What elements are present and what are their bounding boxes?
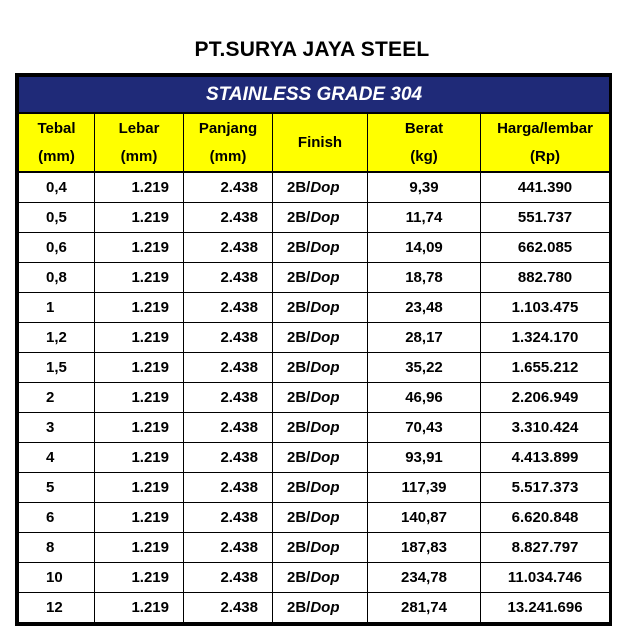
header-unit: (mm) <box>38 147 75 165</box>
finish-grade: 2B/ <box>287 598 311 616</box>
column-header-panjang <box>184 113 273 172</box>
cell-harga: 13.241.696 <box>481 592 610 622</box>
cell-harga: 1.103.475 <box>481 292 610 322</box>
table-row <box>19 382 610 412</box>
cell-panjang: 2.438 <box>184 382 273 412</box>
cell-tebal: 2 <box>19 382 95 412</box>
finish-grade: 2B/ <box>287 448 311 466</box>
header-line: Finish <box>297 133 343 151</box>
cell-tebal: 4 <box>19 442 95 472</box>
table-row <box>19 203 610 233</box>
cell-lebar: 1.219 <box>95 352 184 382</box>
finish-grade: 2B/ <box>287 238 311 256</box>
cell-lebar: 1.219 <box>95 442 184 472</box>
finish-type: Dop <box>310 478 340 496</box>
cell-panjang: 2.438 <box>184 412 273 442</box>
cell-harga: 5.517.373 <box>481 472 610 502</box>
finish-type: Dop <box>310 538 340 556</box>
cell-tebal: 0,5 <box>19 203 95 233</box>
header-line: Panjang <box>198 119 258 137</box>
cell-panjang: 2.438 <box>184 592 273 622</box>
table-row <box>19 232 610 262</box>
table-row <box>19 562 610 592</box>
header-unit: (mm) <box>209 147 247 165</box>
finish-type: Dop <box>310 208 340 226</box>
finish-grade: 2B/ <box>287 388 311 406</box>
cell-berat: 117,39 <box>368 472 481 502</box>
cell-finish <box>273 262 368 292</box>
cell-tebal: 1,2 <box>19 322 95 352</box>
cell-tebal: 1 <box>19 292 95 322</box>
cell-finish <box>273 562 368 592</box>
cell-panjang: 2.438 <box>184 292 273 322</box>
table-row <box>19 592 610 622</box>
cell-finish <box>273 292 368 322</box>
cell-berat: 70,43 <box>368 412 481 442</box>
column-header-row <box>19 113 610 172</box>
finish-type: Dop <box>310 328 340 346</box>
cell-harga: 441.390 <box>481 172 610 203</box>
cell-lebar: 1.219 <box>95 292 184 322</box>
finish-grade: 2B/ <box>287 418 311 436</box>
cell-tebal: 12 <box>19 592 95 622</box>
cell-lebar: 1.219 <box>95 322 184 352</box>
table-row <box>19 262 610 292</box>
cell-tebal: 8 <box>19 532 95 562</box>
cell-harga: 11.034.746 <box>481 562 610 592</box>
table-body <box>19 172 610 623</box>
table-banner: STAINLESS GRADE 304 <box>19 77 610 114</box>
header-line: Lebar <box>118 119 160 137</box>
company-title: PT.SURYA JAYA STEEL <box>194 38 430 61</box>
header-unit: (mm) <box>120 147 158 165</box>
cell-panjang: 2.438 <box>184 322 273 352</box>
cell-berat: 281,74 <box>368 592 481 622</box>
cell-panjang: 2.438 <box>184 502 273 532</box>
table-row <box>19 472 610 502</box>
cell-panjang: 2.438 <box>184 442 273 472</box>
cell-lebar: 1.219 <box>95 382 184 412</box>
cell-panjang: 2.438 <box>184 352 273 382</box>
cell-panjang: 2.438 <box>184 532 273 562</box>
cell-tebal: 0,4 <box>19 172 95 203</box>
table-row <box>19 322 610 352</box>
table-row <box>19 412 610 442</box>
cell-finish <box>273 592 368 622</box>
header-line: Harga/lembar <box>497 119 593 137</box>
cell-finish <box>273 232 368 262</box>
cell-lebar: 1.219 <box>95 412 184 442</box>
cell-panjang: 2.438 <box>184 472 273 502</box>
finish-type: Dop <box>310 268 340 286</box>
cell-finish <box>273 322 368 352</box>
cell-berat: 187,83 <box>368 532 481 562</box>
finish-grade: 2B/ <box>287 568 311 586</box>
price-table <box>18 76 610 623</box>
table-row <box>19 352 610 382</box>
cell-finish <box>273 352 368 382</box>
cell-lebar: 1.219 <box>95 172 184 203</box>
cell-berat: 46,96 <box>368 382 481 412</box>
cell-finish <box>273 412 368 442</box>
cell-tebal: 10 <box>19 562 95 592</box>
cell-berat: 23,48 <box>368 292 481 322</box>
cell-harga: 6.620.848 <box>481 502 610 532</box>
header-unit: (kg) <box>410 147 438 165</box>
cell-harga: 662.085 <box>481 232 610 262</box>
cell-finish <box>273 442 368 472</box>
cell-harga: 1.324.170 <box>481 322 610 352</box>
cell-finish <box>273 172 368 203</box>
cell-finish <box>273 472 368 502</box>
cell-berat: 93,91 <box>368 442 481 472</box>
finish-grade: 2B/ <box>287 508 311 526</box>
cell-finish <box>273 532 368 562</box>
cell-tebal: 3 <box>19 412 95 442</box>
cell-berat: 14,09 <box>368 232 481 262</box>
cell-harga: 2.206.949 <box>481 382 610 412</box>
finish-type: Dop <box>310 508 340 526</box>
finish-type: Dop <box>310 568 340 586</box>
finish-grade: 2B/ <box>287 328 311 346</box>
cell-berat: 140,87 <box>368 502 481 532</box>
cell-tebal: 0,6 <box>19 232 95 262</box>
price-table-frame <box>15 73 612 626</box>
cell-finish <box>273 203 368 233</box>
column-header-harga <box>481 113 610 172</box>
cell-lebar: 1.219 <box>95 502 184 532</box>
cell-harga: 882.780 <box>481 262 610 292</box>
cell-lebar: 1.219 <box>95 262 184 292</box>
cell-panjang: 2.438 <box>184 232 273 262</box>
cell-lebar: 1.219 <box>95 472 184 502</box>
finish-grade: 2B/ <box>287 478 311 496</box>
cell-tebal: 0,8 <box>19 262 95 292</box>
cell-berat: 28,17 <box>368 322 481 352</box>
cell-panjang: 2.438 <box>184 262 273 292</box>
cell-lebar: 1.219 <box>95 232 184 262</box>
finish-type: Dop <box>310 388 340 406</box>
cell-lebar: 1.219 <box>95 562 184 592</box>
cell-lebar: 1.219 <box>95 532 184 562</box>
cell-finish <box>273 382 368 412</box>
finish-grade: 2B/ <box>287 208 311 226</box>
table-banner-row <box>19 77 610 114</box>
column-header-tebal <box>19 113 95 172</box>
finish-grade: 2B/ <box>287 298 311 316</box>
cell-berat: 35,22 <box>368 352 481 382</box>
finish-type: Dop <box>310 238 340 256</box>
column-header-lebar <box>95 113 184 172</box>
table-row <box>19 502 610 532</box>
header-unit: (Rp) <box>530 147 561 165</box>
cell-lebar: 1.219 <box>95 203 184 233</box>
table-row <box>19 442 610 472</box>
finish-type: Dop <box>310 448 340 466</box>
cell-berat: 18,78 <box>368 262 481 292</box>
table-row <box>19 292 610 322</box>
table-row <box>19 172 610 203</box>
cell-panjang: 2.438 <box>184 203 273 233</box>
cell-lebar: 1.219 <box>95 592 184 622</box>
cell-panjang: 2.438 <box>184 562 273 592</box>
finish-type: Dop <box>310 418 340 436</box>
cell-tebal: 1,5 <box>19 352 95 382</box>
cell-berat: 9,39 <box>368 172 481 203</box>
cell-harga: 4.413.899 <box>481 442 610 472</box>
cell-finish <box>273 502 368 532</box>
column-header-finish <box>273 113 368 172</box>
finish-type: Dop <box>310 298 340 316</box>
cell-berat: 234,78 <box>368 562 481 592</box>
cell-harga: 3.310.424 <box>481 412 610 442</box>
finish-type: Dop <box>310 358 340 376</box>
cell-tebal: 5 <box>19 472 95 502</box>
cell-harga: 551.737 <box>481 203 610 233</box>
header-line: Tebal <box>37 119 76 137</box>
cell-harga: 8.827.797 <box>481 532 610 562</box>
finish-grade: 2B/ <box>287 268 311 286</box>
column-header-berat <box>368 113 481 172</box>
finish-type: Dop <box>310 179 340 196</box>
cell-harga: 1.655.212 <box>481 352 610 382</box>
finish-grade: 2B/ <box>287 179 311 196</box>
cell-berat: 11,74 <box>368 203 481 233</box>
finish-grade: 2B/ <box>287 358 311 376</box>
finish-type: Dop <box>310 598 340 616</box>
table-row <box>19 532 610 562</box>
header-line: Berat <box>404 119 444 137</box>
cell-tebal: 6 <box>19 502 95 532</box>
cell-panjang: 2.438 <box>184 172 273 203</box>
finish-grade: 2B/ <box>287 538 311 556</box>
